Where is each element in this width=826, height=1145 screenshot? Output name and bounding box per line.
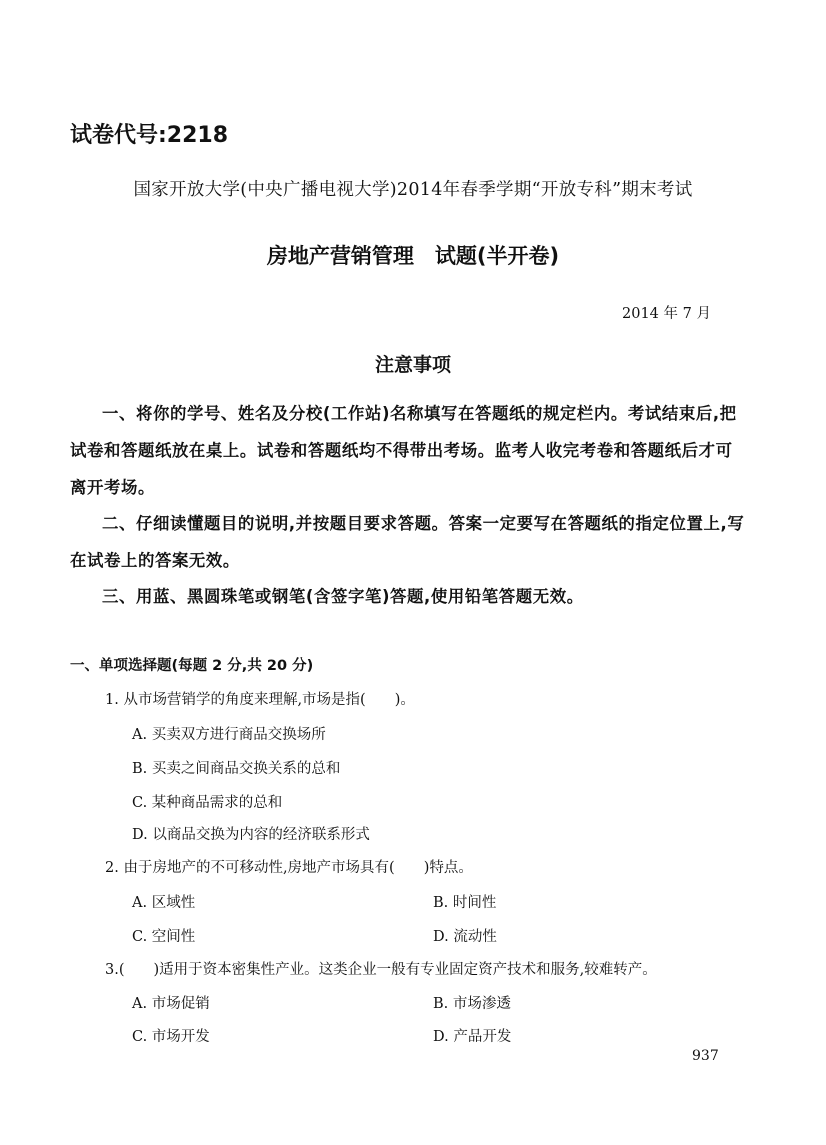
question-option: C. 某种商品需求的总和 xyxy=(132,795,283,811)
exam-date: 2014 年 7 月 xyxy=(622,306,711,322)
question-stem: 2. 由于房地产的不可移动性,房地产市场具有( )特点。 xyxy=(105,860,473,876)
question-option: D. 产品开发 xyxy=(433,1029,512,1045)
notice-item: 二、仔细读懂题目的说明,并按题目要求答题。答案一定要写在答题纸的指定位置上,写在试卷上的答案无效。 xyxy=(70,514,745,570)
question-option: C. 空间性 xyxy=(132,929,196,945)
question-stem: 3.( )适用于资本密集性产业。这类企业一般有专业固定资产技术和服务,较难转产。 xyxy=(105,962,657,978)
question-option: C. 市场开发 xyxy=(132,1029,210,1045)
question-option: B. 时间性 xyxy=(433,895,497,911)
page-number: 937 xyxy=(692,1048,719,1064)
question-option: B. 市场渗透 xyxy=(433,996,511,1012)
question-option: D. 以商品交换为内容的经济联系形式 xyxy=(132,827,370,843)
notice-item: 三、用蓝、黑圆珠笔或钢笔(含签字笔)答题,使用铅笔答题无效。 xyxy=(102,587,584,606)
exam-title: 房地产营销管理 试题(半开卷) xyxy=(266,244,560,268)
notice-heading: 注意事项 xyxy=(374,354,451,376)
paper-code: 试卷代号:2218 xyxy=(70,123,229,148)
question-option: A. 买卖双方进行商品交换场所 xyxy=(132,727,326,743)
question-option: A. 市场促销 xyxy=(132,996,210,1012)
exam-header: 国家开放大学(中央广播电视大学)2014年春季学期“开放专科”期末考试 xyxy=(133,180,693,200)
section-heading: 一、单项选择题(每题 2 分,共 20 分) xyxy=(70,658,314,674)
question-option: B. 买卖之间商品交换关系的总和 xyxy=(132,761,341,777)
question-stem: 1. 从市场营销学的角度来理解,市场是指( )。 xyxy=(105,692,415,708)
question-option: A. 区域性 xyxy=(132,895,196,911)
notice-item: 一、将你的学号、姓名及分校(工作站)名称填写在答题纸的规定栏内。考试结束后,把试卷和答题纸放在桌上。试卷和答题纸均不得带出考场。监考人收完考卷和答题纸后才可离开考场。 xyxy=(70,404,737,497)
question-option: D. 流动性 xyxy=(433,929,497,945)
